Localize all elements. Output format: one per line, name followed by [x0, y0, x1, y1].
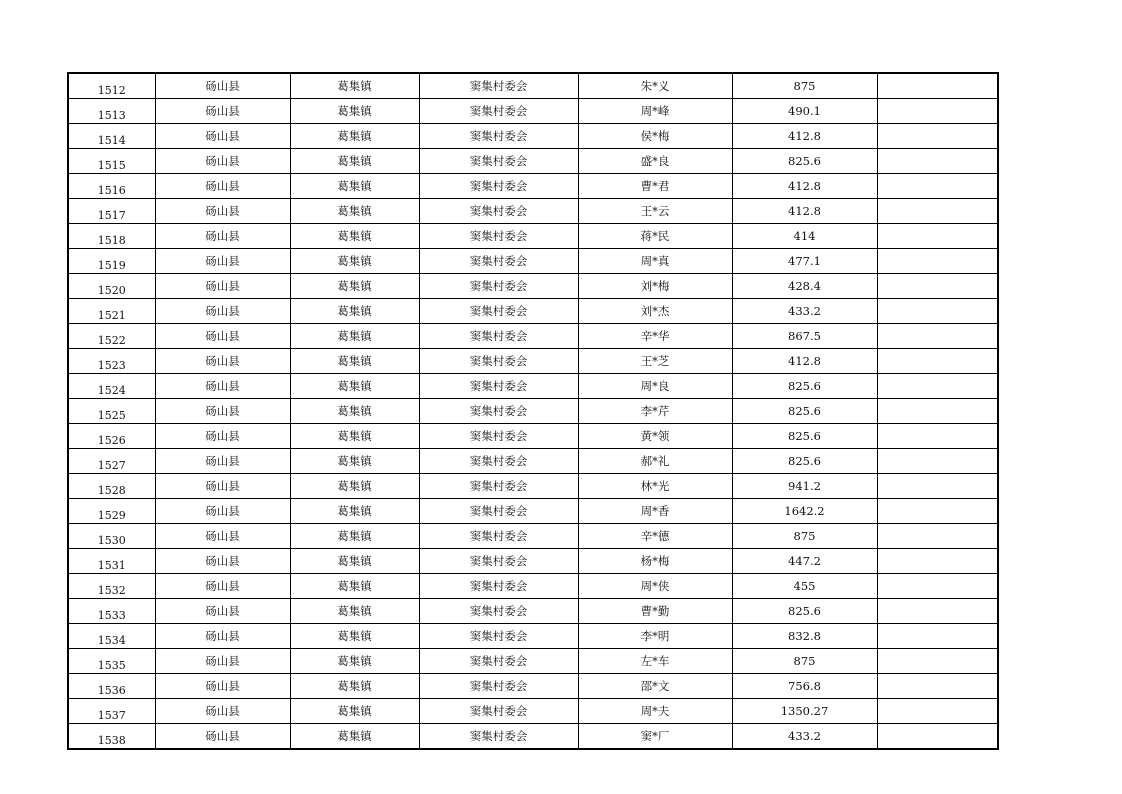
note-cell: [877, 424, 998, 449]
county-cell: 砀山县: [155, 73, 290, 99]
amount-cell: 875: [732, 73, 877, 99]
village-committee-cell: 窦集村委会: [419, 524, 578, 549]
village-committee-cell: 窦集村委会: [419, 73, 578, 99]
amount-cell: 433.2: [732, 299, 877, 324]
table-row: [68, 174, 998, 199]
spreadsheet-page: [67, 72, 997, 750]
amount-cell: 412.8: [732, 199, 877, 224]
note-cell: [877, 674, 998, 699]
amount-cell: 477.1: [732, 249, 877, 274]
county-cell: 砀山县: [155, 224, 290, 249]
row-number-cell: 1516: [68, 174, 155, 199]
county-cell: 砀山县: [155, 174, 290, 199]
amount-cell: 414: [732, 224, 877, 249]
county-cell: 砀山县: [155, 324, 290, 349]
person-name-cell: 辛*德: [578, 524, 732, 549]
table-row: [68, 599, 998, 624]
village-committee-cell: 窦集村委会: [419, 124, 578, 149]
person-name-cell: 邵*文: [578, 674, 732, 699]
note-cell: [877, 624, 998, 649]
row-number-cell: 1521: [68, 299, 155, 324]
row-number-cell: 1533: [68, 599, 155, 624]
table-row: [68, 449, 998, 474]
note-cell: [877, 73, 998, 99]
county-cell: 砀山县: [155, 474, 290, 499]
amount-cell: 412.8: [732, 174, 877, 199]
note-cell: [877, 699, 998, 724]
row-number-cell: 1528: [68, 474, 155, 499]
town-cell: 葛集镇: [290, 174, 419, 199]
table-row: [68, 624, 998, 649]
table-row: [68, 474, 998, 499]
note-cell: [877, 124, 998, 149]
village-committee-cell: 窦集村委会: [419, 274, 578, 299]
table-row: [68, 524, 998, 549]
table-row: [68, 374, 998, 399]
town-cell: 葛集镇: [290, 224, 419, 249]
town-cell: 葛集镇: [290, 449, 419, 474]
county-cell: 砀山县: [155, 249, 290, 274]
person-name-cell: 周*真: [578, 249, 732, 274]
table-row: [68, 699, 998, 724]
town-cell: 葛集镇: [290, 424, 419, 449]
note-cell: [877, 599, 998, 624]
village-committee-cell: 窦集村委会: [419, 149, 578, 174]
county-cell: 砀山县: [155, 124, 290, 149]
row-number-cell: 1517: [68, 199, 155, 224]
amount-cell: 428.4: [732, 274, 877, 299]
amount-cell: 941.2: [732, 474, 877, 499]
note-cell: [877, 299, 998, 324]
county-cell: 砀山县: [155, 624, 290, 649]
note-cell: [877, 524, 998, 549]
county-cell: 砀山县: [155, 549, 290, 574]
amount-cell: 447.2: [732, 549, 877, 574]
table-row: [68, 649, 998, 674]
village-committee-cell: 窦集村委会: [419, 624, 578, 649]
county-cell: 砀山县: [155, 699, 290, 724]
village-committee-cell: 窦集村委会: [419, 224, 578, 249]
county-cell: 砀山县: [155, 349, 290, 374]
table-row: [68, 499, 998, 524]
village-committee-cell: 窦集村委会: [419, 399, 578, 424]
town-cell: 葛集镇: [290, 474, 419, 499]
village-committee-cell: 窦集村委会: [419, 174, 578, 199]
village-committee-cell: 窦集村委会: [419, 499, 578, 524]
person-name-cell: 左*车: [578, 649, 732, 674]
table-row: [68, 124, 998, 149]
county-cell: 砀山县: [155, 199, 290, 224]
person-name-cell: 郝*礼: [578, 449, 732, 474]
amount-cell: 825.6: [732, 599, 877, 624]
person-name-cell: 刘*杰: [578, 299, 732, 324]
person-name-cell: 周*良: [578, 374, 732, 399]
row-number-cell: 1514: [68, 124, 155, 149]
row-number-cell: 1524: [68, 374, 155, 399]
village-committee-cell: 窦集村委会: [419, 699, 578, 724]
person-name-cell: 周*侠: [578, 574, 732, 599]
table-row: [68, 399, 998, 424]
county-cell: 砀山县: [155, 674, 290, 699]
note-cell: [877, 174, 998, 199]
note-cell: [877, 649, 998, 674]
person-name-cell: 王*云: [578, 199, 732, 224]
table-row: [68, 149, 998, 174]
amount-cell: 756.8: [732, 674, 877, 699]
town-cell: 葛集镇: [290, 724, 419, 750]
person-name-cell: 王*芝: [578, 349, 732, 374]
table-row: [68, 99, 998, 124]
row-number-cell: 1512: [68, 73, 155, 99]
county-cell: 砀山县: [155, 499, 290, 524]
county-cell: 砀山县: [155, 424, 290, 449]
town-cell: 葛集镇: [290, 624, 419, 649]
row-number-cell: 1538: [68, 724, 155, 750]
note-cell: [877, 399, 998, 424]
note-cell: [877, 249, 998, 274]
town-cell: 葛集镇: [290, 274, 419, 299]
person-name-cell: 李*芹: [578, 399, 732, 424]
note-cell: [877, 224, 998, 249]
table-body: [68, 73, 998, 749]
village-committee-cell: 窦集村委会: [419, 374, 578, 399]
town-cell: 葛集镇: [290, 399, 419, 424]
table-row: [68, 299, 998, 324]
county-cell: 砀山县: [155, 299, 290, 324]
amount-cell: 875: [732, 524, 877, 549]
person-name-cell: 盛*良: [578, 149, 732, 174]
person-name-cell: 曹*勤: [578, 599, 732, 624]
person-name-cell: 辛*华: [578, 324, 732, 349]
table-row: [68, 324, 998, 349]
table-row: [68, 73, 998, 99]
row-number-cell: 1536: [68, 674, 155, 699]
row-number-cell: 1526: [68, 424, 155, 449]
note-cell: [877, 99, 998, 124]
person-name-cell: 侯*梅: [578, 124, 732, 149]
town-cell: 葛集镇: [290, 599, 419, 624]
amount-cell: 825.6: [732, 374, 877, 399]
person-name-cell: 朱*义: [578, 73, 732, 99]
town-cell: 葛集镇: [290, 699, 419, 724]
amount-cell: 825.6: [732, 424, 877, 449]
town-cell: 葛集镇: [290, 324, 419, 349]
person-name-cell: 蒋*民: [578, 224, 732, 249]
row-number-cell: 1531: [68, 549, 155, 574]
note-cell: [877, 499, 998, 524]
amount-cell: 455: [732, 574, 877, 599]
town-cell: 葛集镇: [290, 649, 419, 674]
town-cell: 葛集镇: [290, 249, 419, 274]
note-cell: [877, 149, 998, 174]
village-committee-cell: 窦集村委会: [419, 574, 578, 599]
village-committee-cell: 窦集村委会: [419, 474, 578, 499]
note-cell: [877, 724, 998, 750]
amount-cell: 412.8: [732, 124, 877, 149]
village-committee-cell: 窦集村委会: [419, 324, 578, 349]
village-committee-cell: 窦集村委会: [419, 649, 578, 674]
town-cell: 葛集镇: [290, 299, 419, 324]
county-cell: 砀山县: [155, 274, 290, 299]
county-cell: 砀山县: [155, 724, 290, 750]
amount-cell: 433.2: [732, 724, 877, 750]
person-name-cell: 周*峰: [578, 99, 732, 124]
town-cell: 葛集镇: [290, 124, 419, 149]
note-cell: [877, 474, 998, 499]
row-number-cell: 1532: [68, 574, 155, 599]
table-row: [68, 674, 998, 699]
village-committee-cell: 窦集村委会: [419, 299, 578, 324]
village-committee-cell: 窦集村委会: [419, 724, 578, 750]
town-cell: 葛集镇: [290, 349, 419, 374]
table-row: [68, 224, 998, 249]
table-row: [68, 274, 998, 299]
note-cell: [877, 324, 998, 349]
person-name-cell: 周*夫: [578, 699, 732, 724]
amount-cell: 832.8: [732, 624, 877, 649]
person-name-cell: 李*明: [578, 624, 732, 649]
county-cell: 砀山县: [155, 449, 290, 474]
data-table: [67, 72, 999, 750]
county-cell: 砀山县: [155, 149, 290, 174]
amount-cell: 1642.2: [732, 499, 877, 524]
row-number-cell: 1527: [68, 449, 155, 474]
amount-cell: 825.6: [732, 399, 877, 424]
person-name-cell: 曹*君: [578, 174, 732, 199]
note-cell: [877, 374, 998, 399]
row-number-cell: 1525: [68, 399, 155, 424]
note-cell: [877, 449, 998, 474]
row-number-cell: 1537: [68, 699, 155, 724]
row-number-cell: 1535: [68, 649, 155, 674]
amount-cell: 867.5: [732, 324, 877, 349]
table-row: [68, 424, 998, 449]
table-row: [68, 549, 998, 574]
village-committee-cell: 窦集村委会: [419, 199, 578, 224]
person-name-cell: 刘*梅: [578, 274, 732, 299]
note-cell: [877, 274, 998, 299]
county-cell: 砀山县: [155, 99, 290, 124]
village-committee-cell: 窦集村委会: [419, 249, 578, 274]
row-number-cell: 1522: [68, 324, 155, 349]
row-number-cell: 1520: [68, 274, 155, 299]
village-committee-cell: 窦集村委会: [419, 99, 578, 124]
village-committee-cell: 窦集村委会: [419, 349, 578, 374]
amount-cell: 825.6: [732, 449, 877, 474]
row-number-cell: 1515: [68, 149, 155, 174]
amount-cell: 1350.27: [732, 699, 877, 724]
town-cell: 葛集镇: [290, 549, 419, 574]
row-number-cell: 1529: [68, 499, 155, 524]
county-cell: 砀山县: [155, 524, 290, 549]
town-cell: 葛集镇: [290, 199, 419, 224]
amount-cell: 412.8: [732, 349, 877, 374]
person-name-cell: 林*光: [578, 474, 732, 499]
person-name-cell: 窦*厂: [578, 724, 732, 750]
table-row: [68, 724, 998, 750]
village-committee-cell: 窦集村委会: [419, 449, 578, 474]
county-cell: 砀山县: [155, 574, 290, 599]
amount-cell: 875: [732, 649, 877, 674]
note-cell: [877, 549, 998, 574]
town-cell: 葛集镇: [290, 499, 419, 524]
amount-cell: 825.6: [732, 149, 877, 174]
county-cell: 砀山县: [155, 649, 290, 674]
town-cell: 葛集镇: [290, 524, 419, 549]
person-name-cell: 周*香: [578, 499, 732, 524]
village-committee-cell: 窦集村委会: [419, 599, 578, 624]
note-cell: [877, 574, 998, 599]
village-committee-cell: 窦集村委会: [419, 549, 578, 574]
town-cell: 葛集镇: [290, 73, 419, 99]
town-cell: 葛集镇: [290, 574, 419, 599]
town-cell: 葛集镇: [290, 374, 419, 399]
table-row: [68, 199, 998, 224]
table-row: [68, 349, 998, 374]
row-number-cell: 1518: [68, 224, 155, 249]
person-name-cell: 黄*领: [578, 424, 732, 449]
town-cell: 葛集镇: [290, 149, 419, 174]
row-number-cell: 1513: [68, 99, 155, 124]
row-number-cell: 1534: [68, 624, 155, 649]
person-name-cell: 杨*梅: [578, 549, 732, 574]
village-committee-cell: 窦集村委会: [419, 674, 578, 699]
town-cell: 葛集镇: [290, 99, 419, 124]
amount-cell: 490.1: [732, 99, 877, 124]
note-cell: [877, 349, 998, 374]
table-row: [68, 249, 998, 274]
note-cell: [877, 199, 998, 224]
row-number-cell: 1530: [68, 524, 155, 549]
row-number-cell: 1523: [68, 349, 155, 374]
county-cell: 砀山县: [155, 399, 290, 424]
county-cell: 砀山县: [155, 599, 290, 624]
county-cell: 砀山县: [155, 374, 290, 399]
table-row: [68, 574, 998, 599]
row-number-cell: 1519: [68, 249, 155, 274]
village-committee-cell: 窦集村委会: [419, 424, 578, 449]
town-cell: 葛集镇: [290, 674, 419, 699]
